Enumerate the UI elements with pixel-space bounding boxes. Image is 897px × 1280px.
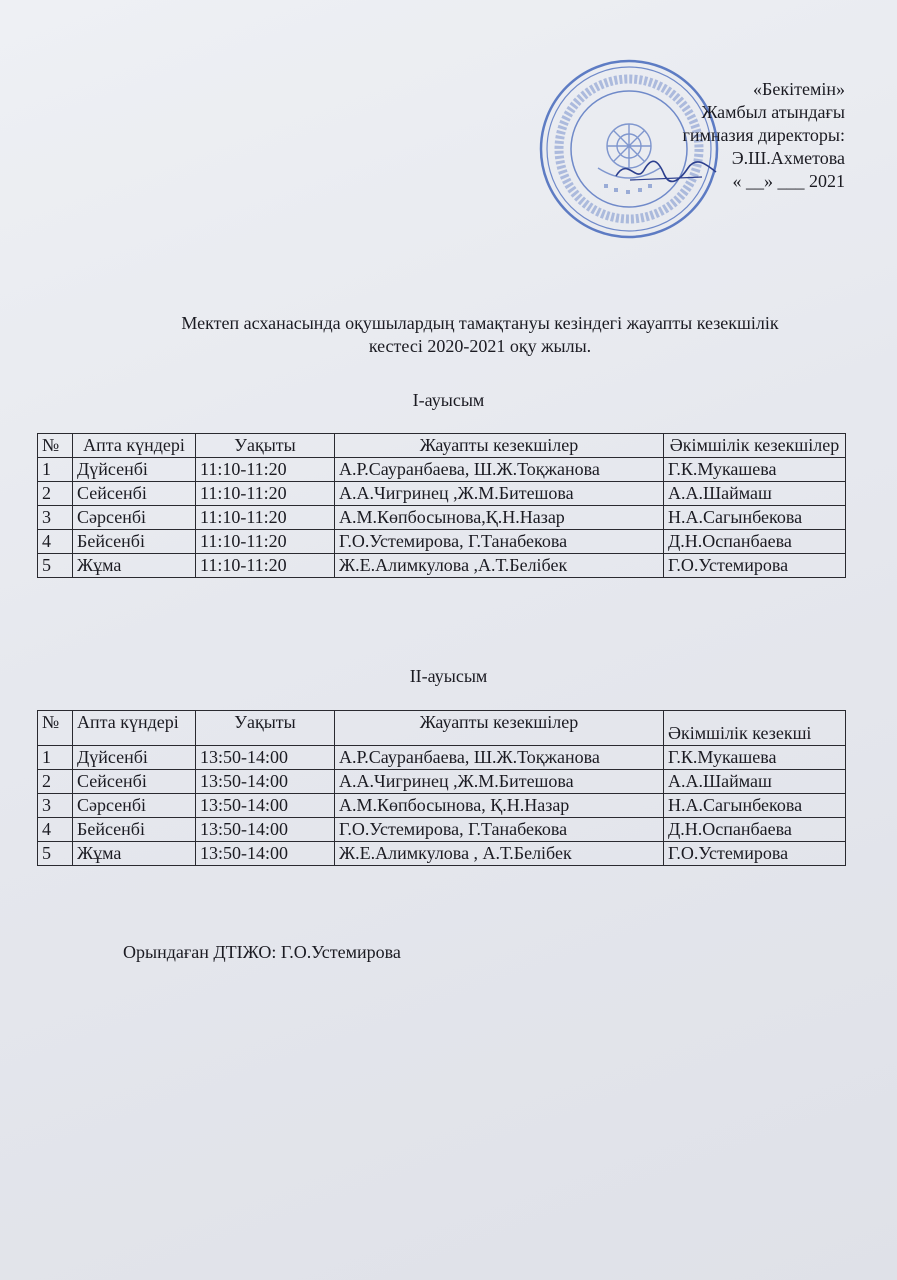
cell-weekday: Бейсенбі xyxy=(73,818,196,842)
cell-number: 2 xyxy=(38,482,73,506)
cell-admin-duty: Д.Н.Оспанбаева xyxy=(664,818,846,842)
table-row xyxy=(38,458,846,482)
cell-duty-staff: Ж.Е.Алимкулова , А.Т.Белібек xyxy=(335,842,664,866)
cell-time: 13:50-14:00 xyxy=(196,842,335,866)
cell-weekday: Сәрсенбі xyxy=(73,794,196,818)
cell-number: 5 xyxy=(38,842,73,866)
cell-weekday: Сейсенбі xyxy=(73,770,196,794)
shift-1-table xyxy=(37,433,846,578)
cell-duty-staff: Г.О.Устемирова, Г.Танабекова xyxy=(335,530,664,554)
approval-position: гимназия директоры: xyxy=(682,125,845,145)
cell-number: 5 xyxy=(38,554,73,578)
cell-weekday: Бейсенбі xyxy=(73,530,196,554)
approval-date: « __» ___ 2021 xyxy=(732,171,845,191)
header-admin-duty: Әкімшілік кезекшілер xyxy=(664,434,846,458)
header-number: № xyxy=(38,711,73,746)
cell-weekday: Сәрсенбі xyxy=(73,506,196,530)
cell-admin-duty: Г.К.Мукашева xyxy=(664,458,846,482)
table-row xyxy=(38,530,846,554)
cell-time: 13:50-14:00 xyxy=(196,818,335,842)
cell-number: 1 xyxy=(38,458,73,482)
table-row xyxy=(38,482,846,506)
header-duty-staff: Жауапты кезекшілер xyxy=(335,711,664,746)
cell-number: 3 xyxy=(38,506,73,530)
cell-admin-duty: Г.О.Устемирова xyxy=(664,554,846,578)
cell-duty-staff: Ж.Е.Алимкулова ,А.Т.Белібек xyxy=(335,554,664,578)
cell-admin-duty: Г.О.Устемирова xyxy=(664,842,846,866)
cell-admin-duty: Г.К.Мукашева xyxy=(664,746,846,770)
cell-weekday: Жұма xyxy=(73,554,196,578)
title-line-1: Мектеп асханасында оқушылардың тамақтануы кезіндегі жауапты кезекшілік xyxy=(181,313,779,333)
cell-time: 11:10-11:20 xyxy=(196,482,335,506)
cell-weekday: Дүйсенбі xyxy=(73,746,196,770)
cell-weekday: Жұма xyxy=(73,842,196,866)
cell-time: 13:50-14:00 xyxy=(196,770,335,794)
table-header-row xyxy=(38,434,846,458)
table-row xyxy=(38,770,846,794)
cell-admin-duty: Н.А.Сагынбекова xyxy=(664,794,846,818)
cell-number: 1 xyxy=(38,746,73,770)
shift-1-label: I-ауысым xyxy=(412,390,485,410)
table-row xyxy=(38,794,846,818)
cell-duty-staff: А.Р.Сауранбаева, Ш.Ж.Тоқжанова xyxy=(335,746,664,770)
shift-2-table xyxy=(37,710,846,866)
shift-2-label: II-ауысым xyxy=(409,666,488,686)
header-time: Уақыты xyxy=(196,434,335,458)
header-time: Уақыты xyxy=(196,711,335,746)
header-weekday: Апта күндері xyxy=(73,434,196,458)
header-number: № xyxy=(38,434,73,458)
approval-director-name: Э.Ш.Ахметова xyxy=(731,148,845,168)
header-duty-staff: Жауапты кезекшілер xyxy=(335,434,664,458)
approval-school: Жамбыл атындағы xyxy=(701,102,845,122)
title-line-2: кестесі 2020-2021 оқу жылы. xyxy=(368,336,592,356)
cell-number: 4 xyxy=(38,530,73,554)
cell-time: 11:10-11:20 xyxy=(196,554,335,578)
approval-heading: «Бекітемін» xyxy=(753,79,845,99)
cell-number: 2 xyxy=(38,770,73,794)
cell-number: 4 xyxy=(38,818,73,842)
cell-number: 3 xyxy=(38,794,73,818)
prepared-by-line: Орындаған ДТІЖО: Г.О.Устемирова xyxy=(123,942,401,962)
table-row xyxy=(38,554,846,578)
cell-admin-duty: А.А.Шаймаш xyxy=(664,482,846,506)
cell-duty-staff: А.М.Көпбосынова,Қ.Н.Назар xyxy=(335,506,664,530)
cell-time: 11:10-11:20 xyxy=(196,458,335,482)
cell-admin-duty: Н.А.Сагынбекова xyxy=(664,506,846,530)
cell-duty-staff: Г.О.Устемирова, Г.Танабекова xyxy=(335,818,664,842)
table-row xyxy=(38,506,846,530)
cell-time: 11:10-11:20 xyxy=(196,506,335,530)
cell-admin-duty: Д.Н.Оспанбаева xyxy=(664,530,846,554)
cell-time: 13:50-14:00 xyxy=(196,794,335,818)
table-row xyxy=(38,818,846,842)
header-weekday: Апта күндері xyxy=(73,711,196,746)
table-row xyxy=(38,842,846,866)
table-header-row xyxy=(38,711,846,746)
cell-weekday: Сейсенбі xyxy=(73,482,196,506)
cell-time: 11:10-11:20 xyxy=(196,530,335,554)
document-title xyxy=(110,312,850,358)
cell-duty-staff: А.Р.Сауранбаева, Ш.Ж.Тоқжанова xyxy=(335,458,664,482)
cell-time: 13:50-14:00 xyxy=(196,746,335,770)
cell-duty-staff: А.А.Чигринец ,Ж.М.Битешова xyxy=(335,482,664,506)
cell-duty-staff: А.М.Көпбосынова, Қ.Н.Назар xyxy=(335,794,664,818)
header-admin-duty: Әкімшілік кезекші xyxy=(664,711,846,746)
cell-admin-duty: А.А.Шаймаш xyxy=(664,770,846,794)
cell-weekday: Дүйсенбі xyxy=(73,458,196,482)
cell-duty-staff: А.А.Чигринец ,Ж.М.Битешова xyxy=(335,770,664,794)
approval-block xyxy=(682,78,845,193)
table-row xyxy=(38,746,846,770)
